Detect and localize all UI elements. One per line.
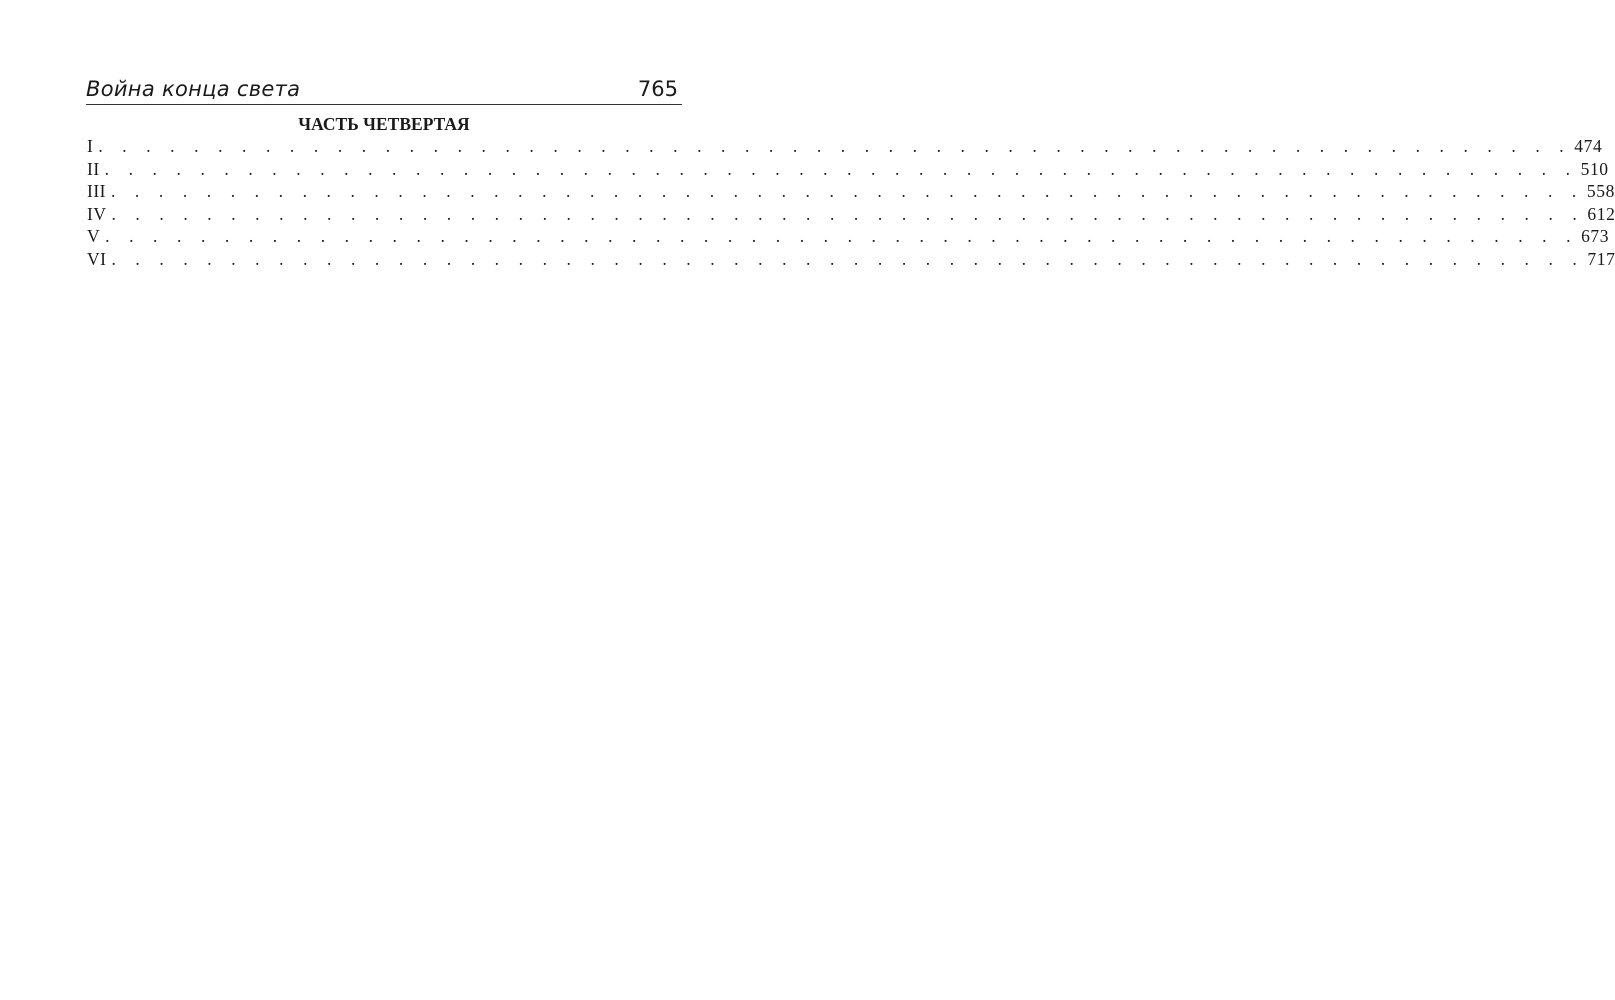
toc-entry-page: 717 [1587,248,1615,269]
part-heading: ЧАСТЬ ЧЕТВЕРТАЯ [298,114,470,134]
toc-entry-page: 673 [1581,226,1610,246]
toc-entry [87,180,1615,203]
toc-entry-page: 474 [1574,136,1603,156]
toc-entry-label: III [87,181,106,201]
toc-dot-leader: . . . . . . . . . . . . . . . . . . . . . . . . . . . . . . . . . . . . . . . . . . . . . . . . . . . . . . . . . . . . . . [110,181,1584,201]
running-title: Война конца света [86,77,301,101]
toc-entry-page: 558 [1586,181,1615,201]
toc-entry [87,203,1615,226]
toc-entry-label: VI [87,248,107,269]
page-number: 765 [637,77,678,101]
toc-dot-leader: . . . . . . . . . . . . . . . . . . . . . . . . . . . . . . . . . . . . . . . . . . . . . . . . . . . . . . . . . . . . . . [98,136,1572,156]
toc-entry [87,135,1603,158]
toc-dot-leader: . . . . . . . . . . . . . . . . . . . . . . . . . . . . . . . . . . . . . . . . . . . . . . . . . . . . . . . . . . . . . . [111,248,1585,269]
toc-entry [87,225,1610,248]
toc-entry-label: II [87,158,100,179]
toc-entry-label: I [87,136,94,156]
toc-entry [87,158,1609,181]
toc-dot-leader: . . . . . . . . . . . . . . . . . . . . . . . . . . . . . . . . . . . . . . . . . . . . . . . . . . . . . . . . . . . . . . [111,203,1585,224]
toc-entry-label: V [87,226,101,246]
toc-dot-leader: . . . . . . . . . . . . . . . . . . . . . . . . . . . . . . . . . . . . . . . . . . . . . . . . . . . . . . . . . . . . . . [104,158,1578,179]
toc-entry-page: 612 [1587,203,1615,224]
table-of-contents [87,135,1615,270]
toc-entry [87,248,1615,271]
running-header [86,74,682,105]
toc-entry-page: 510 [1580,158,1609,179]
toc-dot-leader: . . . . . . . . . . . . . . . . . . . . . . . . . . . . . . . . . . . . . . . . . . . . . . . . . . . . . . . . . . . . . . [105,226,1579,246]
toc-entry-label: IV [87,203,107,224]
